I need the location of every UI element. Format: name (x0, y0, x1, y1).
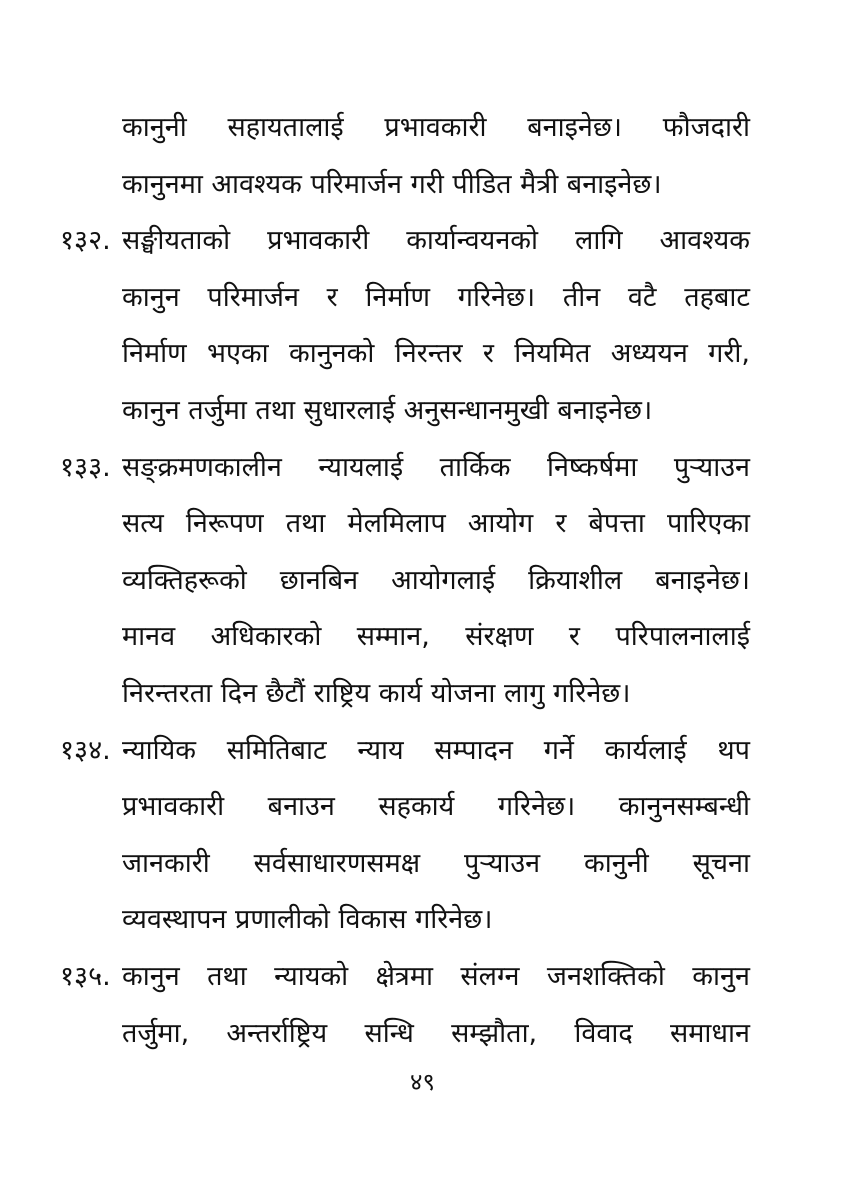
paragraph-134 (60, 723, 750, 949)
text-line: सङ्घीयताको प्रभावकारी कार्यान्वयनको लागि आवश्यक (122, 225, 750, 257)
text-line: कानुनी सहायतालाई प्रभावकारी बनाइनेछ। फौजदारी (122, 112, 750, 143)
paragraph-number: १३३. (60, 451, 111, 483)
paragraph-133 (60, 440, 750, 723)
text-line: जानकारी सर्वसाधारणसमक्ष पुऱ्याउन कानुनी सूचना (122, 847, 750, 879)
paragraph-lines (122, 213, 750, 439)
text-line: कानुन परिमार्जन र निर्माण गरिनेछ। तीन वटै तहबाट (122, 281, 750, 313)
text-line: कानुन तर्जुमा तथा सुधारलाई अनुसन्धानमुखी बनाइनेछ। (122, 394, 653, 426)
paragraph-lines (122, 440, 750, 723)
text-line: व्यक्तिहरूको छानबिन आयोगलाई क्रियाशील बनाइनेछ। (122, 564, 750, 596)
text-line: न्यायिक समितिबाट न्याय सम्पादन गर्ने कार्यलाई थप (122, 734, 750, 766)
text-line: कानुनमा आवश्यक परिमार्जन गरी पीडित मैत्री बनाइनेछ। (122, 168, 662, 200)
text-line: कानुन तथा न्यायको क्षेत्रमा संलग्न जनशक्तिको कानुन (122, 960, 750, 992)
text-line: प्रभावकारी बनाउन सहकार्य गरिनेछ। कानुनसम्बन्धी (122, 791, 750, 823)
text-line: तर्जुमा, अन्तर्राष्ट्रिय सन्धि सम्झौता, विवाद समाधान (122, 1017, 750, 1049)
text-line: मानव अधिकारको सम्मान, संरक्षण र परिपालनालाई (122, 621, 750, 653)
text-line: सङ्क्रमणकालीन न्यायलाई तार्किक निष्कर्षमा पुऱ्याउन (122, 451, 750, 483)
paragraph-number: १३४. (60, 734, 111, 766)
paragraph-135 (60, 949, 750, 1062)
paragraph-lines (122, 723, 750, 949)
text-line: निर्माण भएका कानुनको निरन्तर र नियमित अध्ययन गरी, (122, 338, 750, 370)
page-number: ४९ (410, 1068, 435, 1096)
text-line: निरन्तरता दिन छैटौं राष्ट्रिय कार्य योजना लागु गरिनेछ। (122, 677, 631, 709)
paragraph-number: १३५. (60, 960, 111, 992)
paragraph-number: १३२. (60, 225, 111, 257)
paragraph-132 (60, 213, 750, 439)
paragraph-lines (122, 949, 750, 1062)
paragraph-lines (122, 100, 750, 213)
paragraph-continuation (60, 100, 750, 213)
text-line: सत्य निरूपण तथा मेलमिलाप आयोग र बेपत्ता पारिएका (122, 508, 750, 540)
body-text (60, 100, 750, 1062)
text-line: व्यवस्थापन प्रणालीको विकास गरिनेछ। (122, 904, 493, 936)
